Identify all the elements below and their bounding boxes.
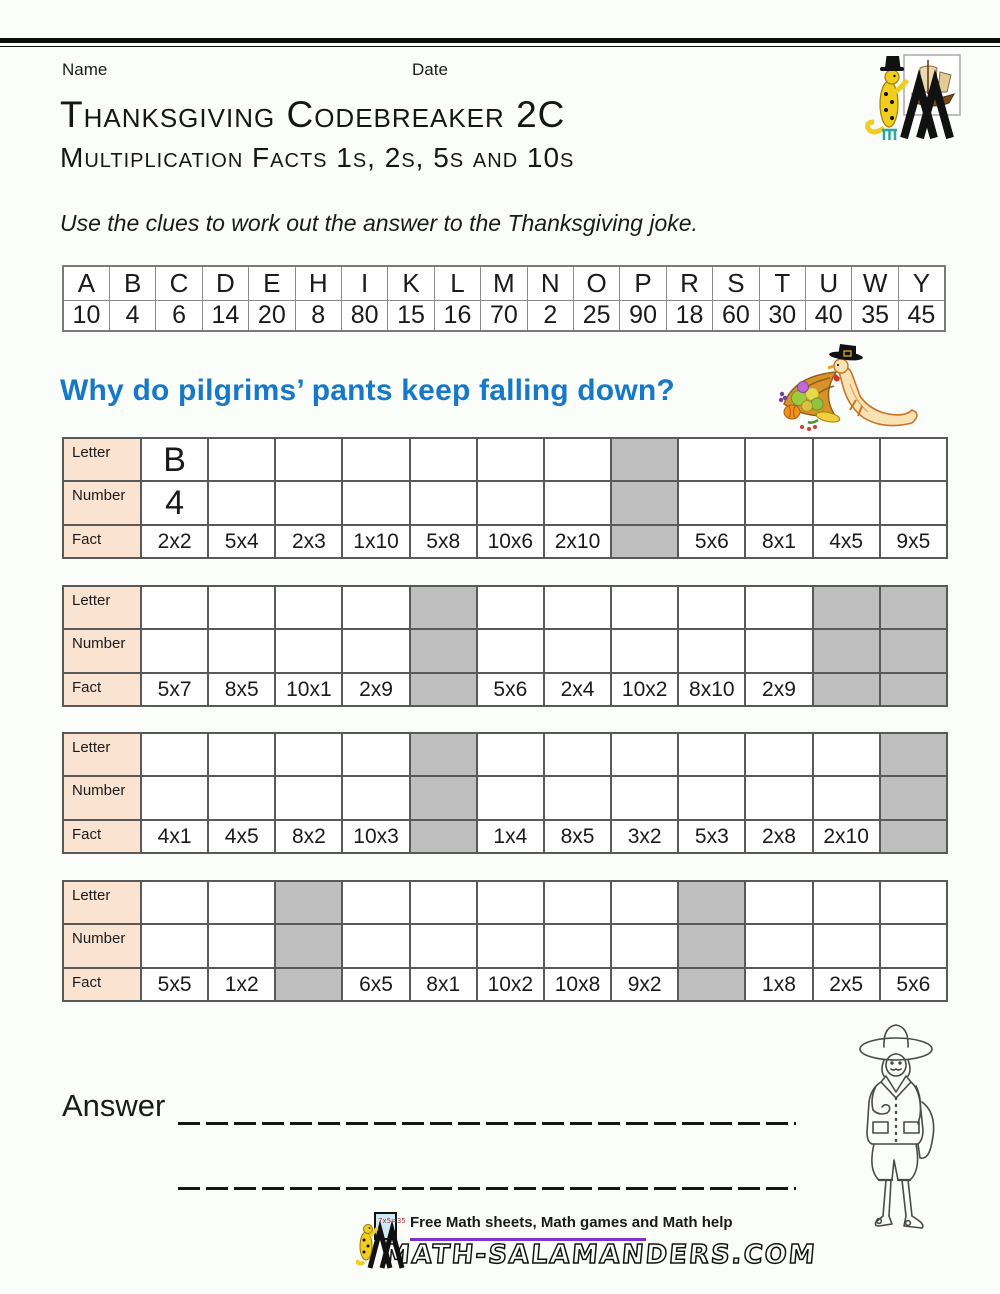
- puzzle-letter-cell: [678, 733, 745, 776]
- row-label-number: Number: [63, 481, 141, 525]
- code-letter-cell: H: [295, 266, 341, 300]
- puzzle-number-cell: [544, 629, 611, 673]
- top-rule-thick: [0, 38, 1000, 43]
- pilgrim-salamander-cornucopia-icon: [772, 344, 930, 438]
- code-number-cell: 14: [202, 300, 248, 331]
- puzzle-fact-cell: 4x5: [813, 525, 880, 558]
- puzzle-number-cell: [611, 776, 678, 820]
- blocked-cell: [813, 629, 880, 673]
- blocked-cell: [880, 820, 947, 853]
- code-number-cell: 2: [527, 300, 573, 331]
- blocked-cell: [275, 924, 342, 968]
- puzzle-number-cell: [342, 924, 409, 968]
- puzzle-fact-cell: 10x1: [275, 673, 342, 706]
- puzzle-fact-cell: 6x5: [342, 968, 409, 1001]
- blocked-cell: [880, 586, 947, 629]
- page-subtitle: Multiplication Facts 1s, 2s, 5s and 10s: [60, 142, 575, 173]
- puzzle-fact-cell: 1x4: [477, 820, 544, 853]
- puzzle-fact-cell: 2x5: [813, 968, 880, 1001]
- puzzle-fact-cell: 8x1: [410, 968, 477, 1001]
- puzzle-number-cell: [208, 481, 275, 525]
- puzzle-fact-cell: 2x3: [275, 525, 342, 558]
- puzzle-letter-cell: [880, 881, 947, 924]
- puzzle-fact-cell: 10x6: [477, 525, 544, 558]
- puzzle-fact-cell: 4x1: [141, 820, 208, 853]
- puzzle-fact-cell: 5x6: [477, 673, 544, 706]
- puzzle-number-cell: [678, 776, 745, 820]
- puzzle-number-cell: [611, 924, 678, 968]
- row-label-fact: Fact: [63, 673, 141, 706]
- code-key-table: [62, 265, 946, 332]
- puzzle-fact-cell: 5x4: [208, 525, 275, 558]
- row-label-number: Number: [63, 776, 141, 820]
- code-number-cell: 20: [249, 300, 295, 331]
- code-letter-cell: D: [202, 266, 248, 300]
- puzzle-letter-cell: [410, 438, 477, 481]
- puzzle-number-cell: [410, 924, 477, 968]
- puzzle-number-cell: [813, 776, 880, 820]
- puzzle-number-cell: [477, 481, 544, 525]
- blocked-cell: [880, 776, 947, 820]
- puzzle-number-cell: [410, 481, 477, 525]
- blocked-cell: [678, 924, 745, 968]
- puzzle-table-3: [62, 732, 948, 854]
- blocked-cell: [410, 733, 477, 776]
- puzzle-fact-cell: 5x6: [678, 525, 745, 558]
- puzzle-letter-cell: [208, 438, 275, 481]
- blocked-cell: [611, 438, 678, 481]
- code-number-cell: 35: [852, 300, 898, 331]
- puzzle-number-cell: [208, 776, 275, 820]
- puzzle-fact-cell: 5x3: [678, 820, 745, 853]
- puzzle-fact-cell: 2x4: [544, 673, 611, 706]
- code-letter-cell: N: [527, 266, 573, 300]
- puzzle-fact-cell: 1x2: [208, 968, 275, 1001]
- puzzle-letter-cell: [745, 586, 812, 629]
- puzzle-letter-cell: [544, 438, 611, 481]
- pilgrim-man-icon: [846, 1020, 950, 1238]
- puzzle-number-cell: [342, 629, 409, 673]
- code-number-cell: 45: [898, 300, 945, 331]
- blocked-cell: [410, 820, 477, 853]
- puzzle-letter-cell: [410, 881, 477, 924]
- instruction-text: Use the clues to work out the answer to the Thanksgiving joke.: [60, 210, 698, 236]
- code-letter-cell: E: [249, 266, 295, 300]
- code-number-cell: 60: [713, 300, 759, 331]
- puzzle-number-cell: [745, 481, 812, 525]
- puzzle-letter-cell: [678, 586, 745, 629]
- puzzle-table-2: [62, 585, 948, 707]
- code-letter-cell: P: [620, 266, 666, 300]
- puzzle-letter-cell: [208, 733, 275, 776]
- code-number-cell: 80: [341, 300, 387, 331]
- puzzle-letter-cell: [611, 733, 678, 776]
- code-letter-cell: O: [573, 266, 619, 300]
- puzzle-letter-cell: [477, 733, 544, 776]
- puzzle-letter-cell: [141, 733, 208, 776]
- puzzle-letter-cell: [141, 881, 208, 924]
- puzzle-letter-cell: [544, 733, 611, 776]
- puzzle-letter-cell: [275, 586, 342, 629]
- puzzle-number-cell: [611, 629, 678, 673]
- puzzle-number-cell: [141, 629, 208, 673]
- code-letter-cell: U: [806, 266, 852, 300]
- puzzle-number-cell: [477, 924, 544, 968]
- code-letter-cell: M: [481, 266, 527, 300]
- puzzle-fact-cell: 5x5: [141, 968, 208, 1001]
- row-label-fact: Fact: [63, 820, 141, 853]
- blocked-cell: [410, 776, 477, 820]
- code-letter-cell: S: [713, 266, 759, 300]
- puzzle-letter-cell: [611, 881, 678, 924]
- code-number-cell: 4: [109, 300, 155, 331]
- blocked-cell: [813, 673, 880, 706]
- puzzle-fact-cell: 5x6: [880, 968, 947, 1001]
- blocked-cell: [678, 881, 745, 924]
- puzzle-fact-cell: 2x9: [342, 673, 409, 706]
- puzzle-number-cell: [745, 629, 812, 673]
- puzzle-letter-cell: [544, 586, 611, 629]
- puzzle-fact-cell: 10x8: [544, 968, 611, 1001]
- blocked-cell: [275, 881, 342, 924]
- code-letter-cell: L: [434, 266, 480, 300]
- row-label-number: Number: [63, 629, 141, 673]
- puzzle-letter-cell: [477, 881, 544, 924]
- row-label-fact: Fact: [63, 525, 141, 558]
- blocked-cell: [611, 525, 678, 558]
- puzzle-fact-cell: 1x10: [342, 525, 409, 558]
- blocked-cell: [880, 629, 947, 673]
- puzzle-letter-cell: [745, 881, 812, 924]
- blocked-cell: [880, 673, 947, 706]
- puzzle-fact-cell: 9x2: [611, 968, 678, 1001]
- code-letter-cell: R: [666, 266, 712, 300]
- puzzle-fact-cell: 2x8: [745, 820, 812, 853]
- puzzle-letter-cell: [477, 438, 544, 481]
- puzzle-letter-cell: [813, 438, 880, 481]
- row-label-letter: Letter: [63, 586, 141, 629]
- puzzle-letter-cell: [745, 438, 812, 481]
- puzzle-number-cell: [477, 629, 544, 673]
- puzzle-letter-cell: [745, 733, 812, 776]
- code-number-cell: 18: [666, 300, 712, 331]
- code-number-cell: 8: [295, 300, 341, 331]
- puzzle-fact-cell: 8x5: [544, 820, 611, 853]
- date-label: Date: [412, 60, 448, 79]
- code-number-cell: 90: [620, 300, 666, 331]
- puzzle-fact-cell: 10x3: [342, 820, 409, 853]
- blocked-cell: [410, 673, 477, 706]
- puzzle-fact-cell: 8x2: [275, 820, 342, 853]
- row-label-letter: Letter: [63, 881, 141, 924]
- puzzle-fact-cell: 10x2: [611, 673, 678, 706]
- puzzle-fact-cell: 5x7: [141, 673, 208, 706]
- puzzle-fact-cell: 8x10: [678, 673, 745, 706]
- code-number-cell: 30: [759, 300, 805, 331]
- row-label-number: Number: [63, 924, 141, 968]
- puzzle-number-cell: [813, 924, 880, 968]
- puzzle-fact-cell: 8x1: [745, 525, 812, 558]
- puzzle-letter-cell: [342, 586, 409, 629]
- footer-board-text: 7x5=35: [378, 1217, 406, 1225]
- puzzle-letter-cell: [208, 881, 275, 924]
- row-label-letter: Letter: [63, 733, 141, 776]
- puzzle-fact-cell: 10x2: [477, 968, 544, 1001]
- blocked-cell: [410, 586, 477, 629]
- answer-line-2: [178, 1187, 796, 1190]
- footer-site-name: MATH-SALAMANDERS.COM: [382, 1240, 818, 1270]
- puzzle-fact-cell: 4x5: [208, 820, 275, 853]
- puzzle-number-cell: [544, 481, 611, 525]
- puzzle-number-cell: [745, 776, 812, 820]
- code-number-cell: 25: [573, 300, 619, 331]
- code-letter-cell: A: [63, 266, 109, 300]
- puzzle-number-cell: [813, 481, 880, 525]
- puzzle-letter-cell: [275, 438, 342, 481]
- code-letter-cell: W: [852, 266, 898, 300]
- puzzle-fact-cell: 3x2: [611, 820, 678, 853]
- answer-label: Answer: [62, 1088, 166, 1123]
- row-label-fact: Fact: [63, 968, 141, 1001]
- puzzle-letter-cell: [880, 438, 947, 481]
- puzzle-fact-cell: 1x8: [745, 968, 812, 1001]
- puzzle-number-cell: 4: [141, 481, 208, 525]
- puzzle-fact-cell: 8x5: [208, 673, 275, 706]
- code-letter-cell: C: [156, 266, 202, 300]
- puzzle-number-cell: [678, 481, 745, 525]
- code-number-cell: 70: [481, 300, 527, 331]
- code-number-cell: 15: [388, 300, 434, 331]
- puzzle-number-cell: [208, 629, 275, 673]
- puzzle-number-cell: [342, 481, 409, 525]
- answer-line-1: [178, 1122, 796, 1125]
- puzzle-number-cell: [544, 924, 611, 968]
- puzzle-letter-cell: [342, 438, 409, 481]
- blocked-cell: [275, 968, 342, 1001]
- footer-tagline: Free Math sheets, Math games and Math help: [410, 1214, 733, 1231]
- code-letter-cell: B: [109, 266, 155, 300]
- code-letter-cell: T: [759, 266, 805, 300]
- code-letter-cell: I: [341, 266, 387, 300]
- blocked-cell: [410, 629, 477, 673]
- puzzle-number-cell: [208, 924, 275, 968]
- code-number-cell: 6: [156, 300, 202, 331]
- puzzle-letter-cell: [611, 586, 678, 629]
- puzzle-fact-cell: 2x10: [813, 820, 880, 853]
- puzzle-number-cell: [477, 776, 544, 820]
- puzzle-letter-cell: [342, 881, 409, 924]
- puzzle-number-cell: [678, 629, 745, 673]
- puzzle-number-cell: [275, 629, 342, 673]
- puzzle-number-cell: [544, 776, 611, 820]
- puzzle-fact-cell: 2x2: [141, 525, 208, 558]
- puzzle-letter-cell: [208, 586, 275, 629]
- puzzle-number-cell: [880, 924, 947, 968]
- top-rule-thin: [0, 46, 1000, 47]
- code-number-cell: 40: [806, 300, 852, 331]
- puzzle-fact-cell: 2x10: [544, 525, 611, 558]
- puzzle-letter-cell: [342, 733, 409, 776]
- joke-question: Why do pilgrims’ pants keep falling down?: [60, 374, 675, 407]
- puzzle-letter-cell: [813, 881, 880, 924]
- puzzle-number-cell: [342, 776, 409, 820]
- puzzle-table-1: [62, 437, 948, 559]
- code-number-cell: 10: [63, 300, 109, 331]
- salamander-mayflower-logo-icon: [858, 52, 966, 142]
- row-label-letter: Letter: [63, 438, 141, 481]
- page-title: Thanksgiving Codebreaker 2C: [60, 94, 566, 135]
- puzzle-letter-cell: [813, 733, 880, 776]
- puzzle-letter-cell: [544, 881, 611, 924]
- code-number-cell: 16: [434, 300, 480, 331]
- puzzle-letter-cell: [275, 733, 342, 776]
- puzzle-number-cell: [275, 776, 342, 820]
- puzzle-letter-cell: B: [141, 438, 208, 481]
- blocked-cell: [880, 733, 947, 776]
- puzzle-number-cell: [275, 481, 342, 525]
- puzzle-number-cell: [141, 776, 208, 820]
- name-label: Name: [62, 60, 108, 79]
- puzzle-letter-cell: [678, 438, 745, 481]
- blocked-cell: [813, 586, 880, 629]
- puzzle-fact-cell: 2x9: [745, 673, 812, 706]
- puzzle-fact-cell: 5x8: [410, 525, 477, 558]
- puzzle-letter-cell: [141, 586, 208, 629]
- puzzle-letter-cell: [477, 586, 544, 629]
- code-letter-cell: Y: [898, 266, 945, 300]
- blocked-cell: [678, 968, 745, 1001]
- puzzle-number-cell: [745, 924, 812, 968]
- blocked-cell: [611, 481, 678, 525]
- code-letter-cell: K: [388, 266, 434, 300]
- puzzle-number-cell: [880, 481, 947, 525]
- puzzle-fact-cell: 9x5: [880, 525, 947, 558]
- puzzle-table-4: [62, 880, 948, 1002]
- puzzle-number-cell: [141, 924, 208, 968]
